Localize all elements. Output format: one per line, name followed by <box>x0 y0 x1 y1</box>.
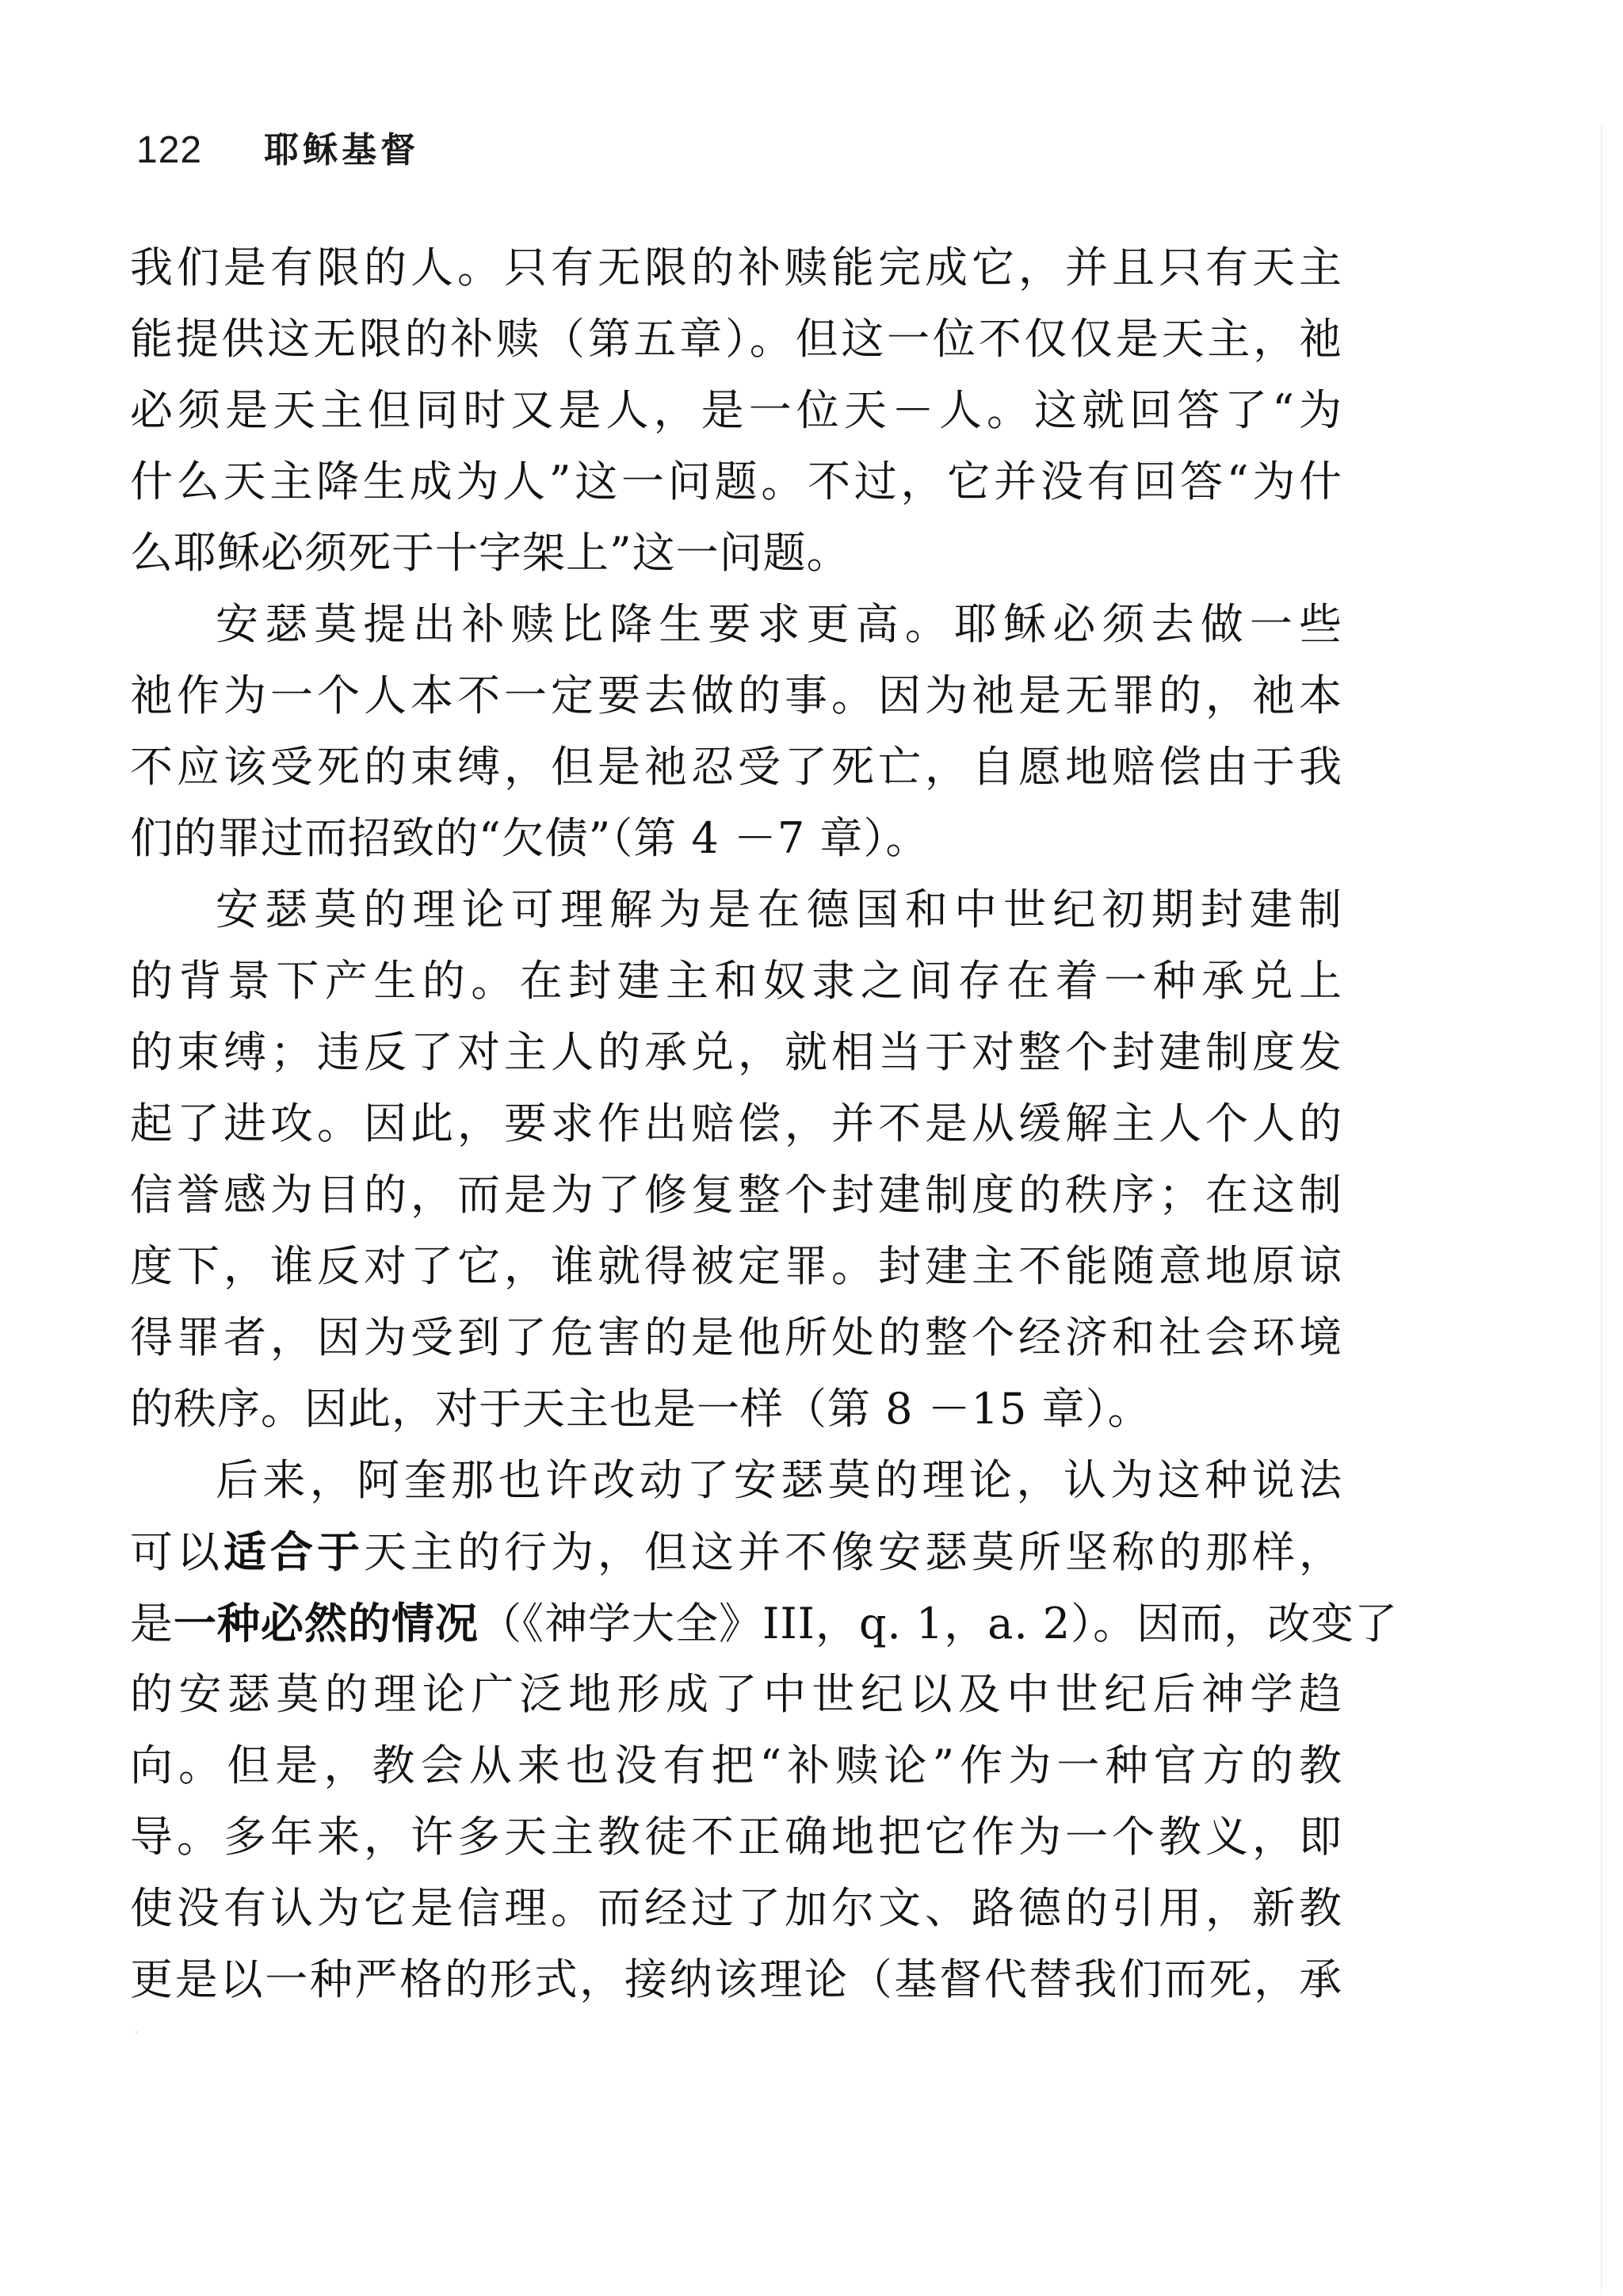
text-line: 度下，谁反对了它，谁就得被定罪。封建主不能随意地原谅 <box>130 1241 1342 1291</box>
text-line: 导。多年来，许多天主教徒不正确地把它作为一个教义，即 <box>130 1812 1342 1862</box>
text-segment: 可以 <box>130 1527 223 1577</box>
text-line <box>130 1516 1342 1587</box>
text-line: 向。但是，教会从来也没有把“补赎论”作为一种官方的教 <box>130 1740 1342 1790</box>
text-segment: 是 <box>130 1599 174 1648</box>
text-line: 信誉感为目的，而是为了修复整个封建制度的秩序；在这制 <box>130 1170 1342 1220</box>
body-text <box>130 232 1399 2015</box>
book-title: 耶稣基督 <box>264 130 420 170</box>
text-line: 我们是有限的人。只有无限的补赎能完成它，并且只有天主 <box>130 243 1342 292</box>
scan-edge-mark <box>1601 123 1602 2294</box>
text-line: 的秩序。因此，对于天主也是一样（第 8 －15 章）。 <box>130 1384 1151 1434</box>
page-number: 122 <box>136 129 203 171</box>
text-segment: 天主的行为，但这并不像安瑟莫所坚称的那样， <box>364 1527 1342 1577</box>
text-line-indented: 后来，阿奎那也许改动了安瑟莫的理论，认为这种说法 <box>216 1455 1342 1505</box>
bold-text-segment: 适合于 <box>223 1526 364 1577</box>
text-line: 的背景下产生的。在封建主和奴隶之间存在着一种承兑上 <box>130 956 1342 1006</box>
text-line: 使没有认为它是信理。而经过了加尔文、路德的引用，新教 <box>130 1883 1342 1933</box>
scan-speck <box>136 2031 137 2033</box>
bold-text-segment: 一种必然的情况 <box>174 1598 479 1648</box>
text-line: 能提供这无限的补赎（第五章）。但这一位不仅仅是天主，祂 <box>130 314 1342 364</box>
text-line <box>130 1587 1399 1659</box>
text-line: 么耶稣必须死于十字架上”这一问题。 <box>130 528 850 578</box>
text-line: 不应该受死的束缚，但是祂忍受了死亡，自愿地赔偿由于我 <box>130 742 1342 792</box>
text-line: 祂作为一个人本不一定要去做的事。因为祂是无罪的，祂本 <box>130 670 1342 720</box>
running-header <box>136 127 419 174</box>
text-line: 更是以一种严格的形式，接纳该理论（基督代替我们而死，承 <box>130 1954 1342 2004</box>
text-line: 的安瑟莫的理论广泛地形成了中世纪以及中世纪后神学趋 <box>130 1669 1342 1719</box>
text-line: 的束缚；违反了对主人的承兑，就相当于对整个封建制度发 <box>130 1027 1342 1077</box>
text-line: 得罪者，因为受到了危害的是他所处的整个经济和社会环境 <box>130 1312 1342 1362</box>
text-line-indented: 安瑟莫提出补赎比降生要求更高。耶稣必须去做一些 <box>216 599 1342 649</box>
text-line: 们的罪过而招致的“欠债”（第 4 －7 章）。 <box>130 813 930 863</box>
text-line: 起了进攻。因此，要求作出赔偿，并不是从缓解主人个人的 <box>130 1098 1342 1148</box>
text-line-indented: 安瑟莫的理论可理解为是在德国和中世纪初期封建制 <box>216 884 1342 934</box>
text-line: 什么天主降生成为人”这一问题。不过，它并没有回答“为什 <box>130 457 1342 506</box>
text-segment: （《神学大全》III，q. 1，a. 2）。因而，改变了 <box>479 1599 1399 1648</box>
text-line: 必须是天主但同时又是人，是一位天－人。这就回答了“为 <box>130 385 1342 435</box>
